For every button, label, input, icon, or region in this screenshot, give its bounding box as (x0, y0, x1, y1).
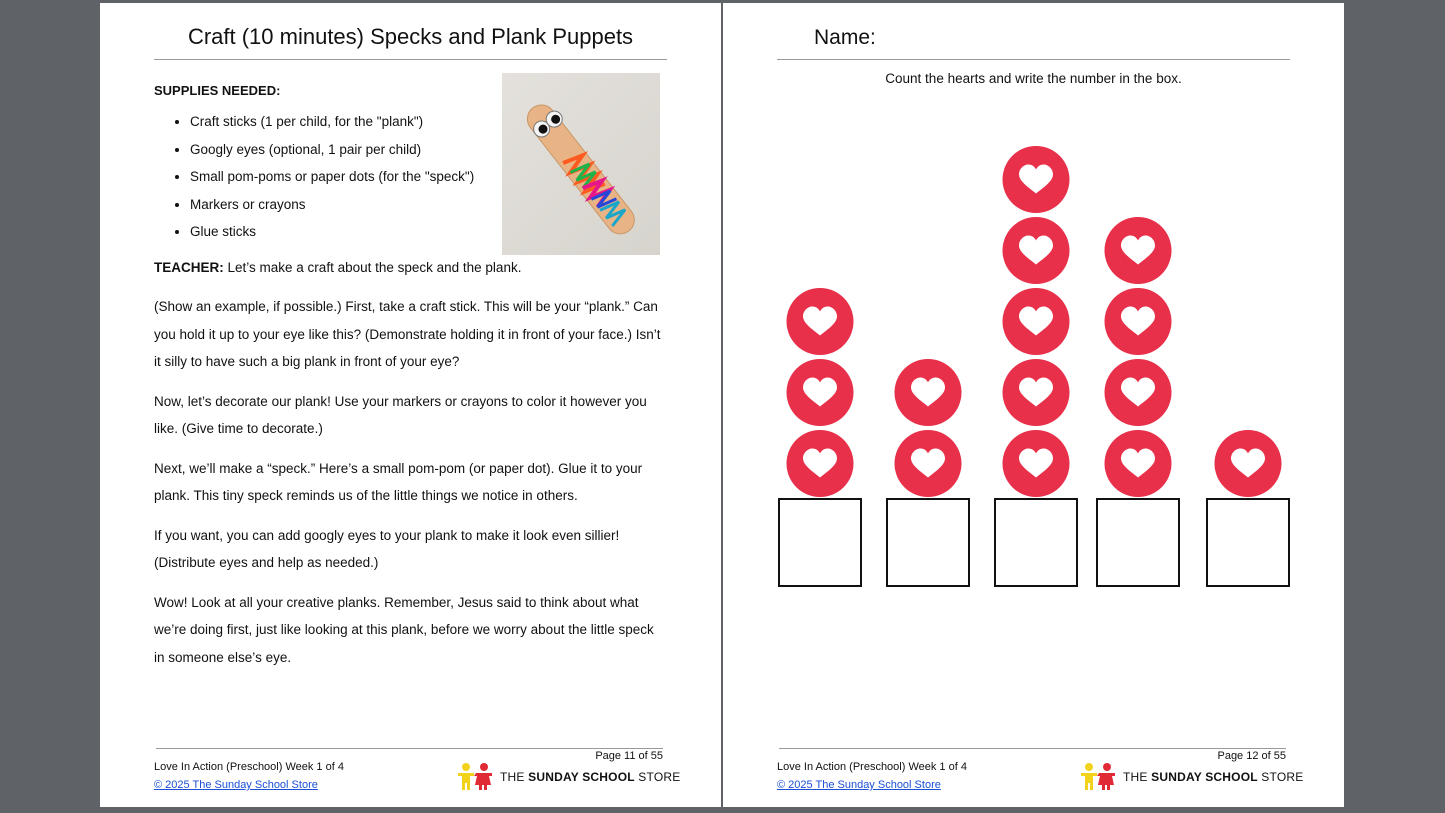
teacher-paragraph (154, 254, 666, 282)
left-page (100, 3, 721, 807)
craft-stick-illustration (502, 73, 660, 255)
sunday-school-kids-icon (456, 761, 496, 791)
footer-info (154, 758, 344, 794)
brand-logo (456, 761, 681, 791)
answer-box[interactable] (779, 499, 861, 586)
footer-info (777, 758, 967, 794)
copyright-link[interactable]: © 2025 The Sunday School Store (154, 779, 318, 791)
copyright-link[interactable]: © 2025 The Sunday School Store (777, 779, 941, 791)
page-number: Page 12 of 55 (1217, 750, 1286, 762)
instruction-paragraph: Now, let’s decorate our plank! Use your markers or crayons to color it however you like. (Give time to decorate.) (154, 393, 647, 436)
brand-logo (1079, 761, 1304, 791)
instruction-paragraph: Wow! Look at all your creative planks. Remember, Jesus said to think about what we’re doing first, just like looking at this plank, before we worry about the little speck in someone else’s eye. (154, 594, 654, 665)
answer-box[interactable] (1207, 499, 1289, 586)
heart-counting-area (723, 3, 1344, 643)
brand-name: THE SUNDAY SCHOOL STORE (500, 770, 681, 784)
supply-item: • Googly eyes (optional, 1 pair per child) (190, 136, 490, 164)
craft-stick-photo (502, 73, 660, 255)
footer-divider (779, 748, 1286, 749)
page-title: Craft (10 minutes) Specks and Plank Puppets (187, 24, 634, 49)
answer-box[interactable] (1097, 499, 1179, 586)
supply-item: • Markers or crayons (190, 191, 490, 219)
answer-box[interactable] (995, 499, 1077, 586)
supply-item: • Craft sticks (1 per child, for the "plank") (190, 108, 490, 136)
worksheet-instructions: Count the hearts and write the number in the box. (885, 71, 1182, 86)
supplies-heading: SUPPLIES NEEDED: (154, 83, 281, 98)
name-label: Name: (814, 26, 876, 49)
supply-item: • Glue sticks (190, 218, 490, 246)
instruction-paragraph: If you want, you can add googly eyes to your plank to make it look even sillier! (Distribute eyes and help as needed.) (154, 527, 620, 570)
instruction-paragraph: Next, we’ll make a “speck.” Here’s a small pom-pom (or paper dot). Glue it to your plank. This tiny speck reminds us of the little things we notice in others. (154, 460, 643, 503)
supply-item: • Small pom-poms or paper dots (for the "speck") (190, 163, 490, 191)
instruction-paragraph: (Show an example, if possible.) First, take a craft stick. This will be your “plank.” Can you hold it up to your eye like this? (Demonstrate holding it in front of your face.) Isn’t it silly to have such a big plank in front of your eye? (154, 299, 661, 369)
sunday-school-kids-icon (1079, 761, 1119, 791)
brand-name: THE SUNDAY SCHOOL STORE (1123, 770, 1304, 784)
series-label: Love In Action (Preschool) Week 1 of 4 (154, 761, 344, 773)
title-divider (154, 59, 667, 60)
heart-column (779, 288, 861, 586)
series-label: Love In Action (Preschool) Week 1 of 4 (777, 761, 967, 773)
heart-column (887, 359, 969, 586)
supplies-list (154, 108, 490, 246)
teacher-label: TEACHER: (154, 259, 224, 275)
heart-column (995, 146, 1077, 586)
teacher-intro: Let’s make a craft about the speck and the plank. (227, 259, 522, 275)
answer-box[interactable] (887, 499, 969, 586)
heart-column (1207, 430, 1289, 586)
page-number: Page 11 of 55 (595, 750, 663, 762)
right-page (723, 3, 1344, 807)
heart-column (1097, 217, 1179, 586)
footer-divider (156, 748, 663, 749)
